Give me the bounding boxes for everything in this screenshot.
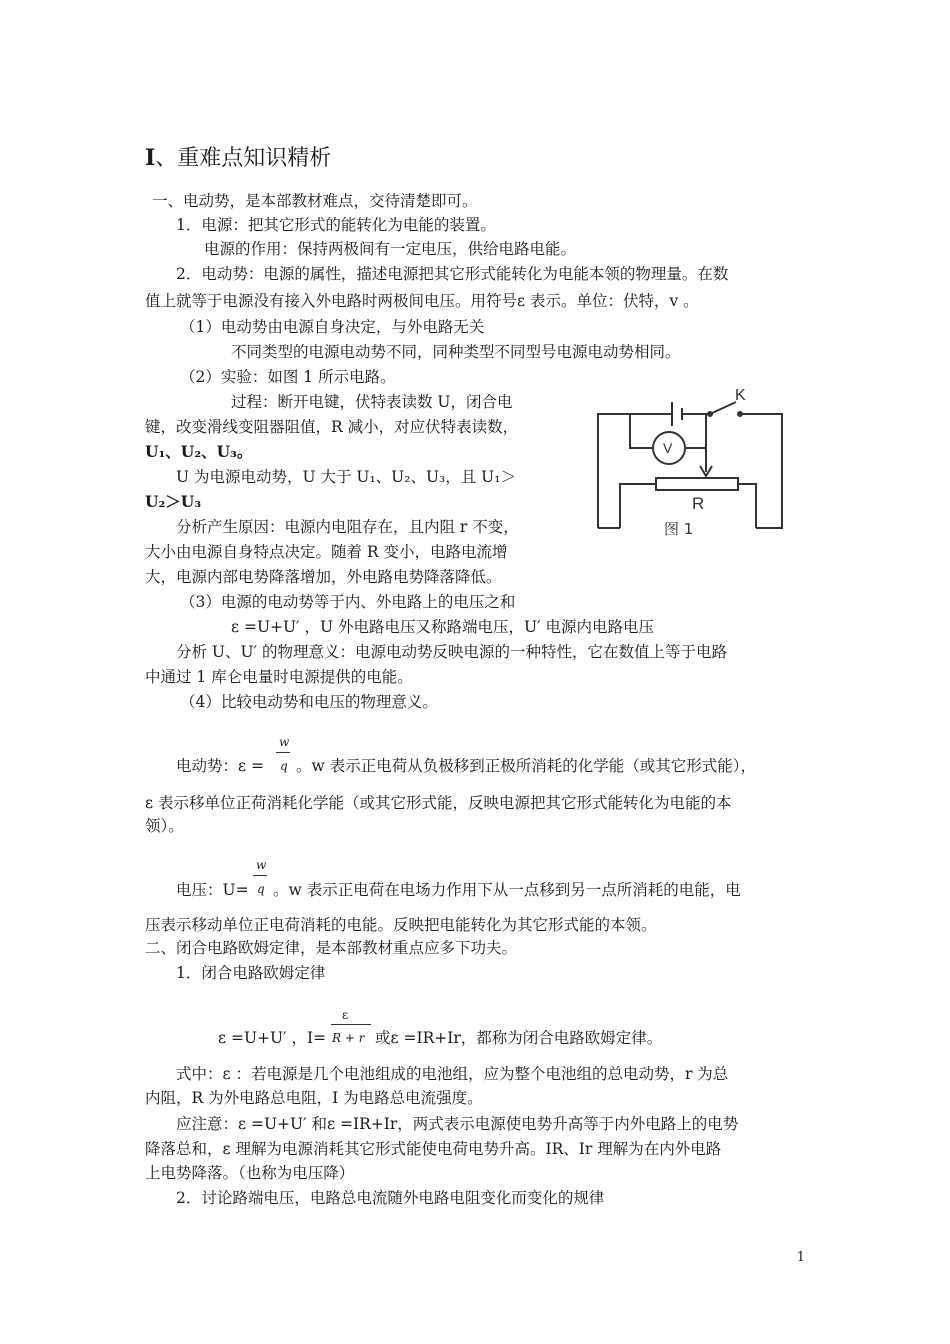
text-line: 大，电源内部电势降落增加，外电路电势降落降低。 — [145, 568, 502, 586]
figure-caption: 图 1 — [664, 520, 694, 538]
wire — [598, 414, 650, 528]
switch-label: K — [735, 387, 746, 404]
text-line: 2．讨论路端电压，电路总电流随外电路电阻变化而变化的规律 — [176, 1189, 605, 1207]
text-line: 内阻，R 为外电路总电阻，I 为电路总电流强度。 — [145, 1089, 483, 1107]
text-line: 电动势：ε = — [176, 757, 264, 775]
text-line: （1）电动势由电源自身决定，与外电路无关 — [180, 318, 485, 336]
text-line: 电源的作用：保持两极间有一定电压，供给电路电能。 — [204, 240, 577, 258]
text-line: U₂＞U₃ — [145, 492, 202, 511]
text-line: 电压：U= — [176, 881, 249, 899]
section-heading: I、重难点知识精析 — [145, 145, 332, 171]
text-line: 降落总和，ε 理解为电源消耗其它形式能使电荷电势升高。IR、Ir 理解为在内外电路 — [145, 1140, 722, 1158]
fraction-bar — [331, 1024, 371, 1025]
text-line: 键，改变滑线变阻器阻值，R 减小，对应伏特表读数， — [145, 418, 519, 436]
text-line: 中通过 1 库仑电量时电源提供的电能。 — [145, 668, 413, 686]
text-line: 1．电源：把其它形式的能转化为电能的装置。 — [176, 216, 496, 234]
fraction-bar — [253, 875, 267, 876]
text-line: 分析产生原因：电源内电阻存在，且内阻 r 不变， — [176, 518, 519, 536]
resistor-label: R — [692, 494, 705, 513]
fraction-denominator: R + r — [332, 1031, 365, 1045]
circuit-diagram — [590, 382, 790, 542]
fraction-denominator: q — [280, 759, 288, 773]
text-line: U₁、U₂、U₃。 — [145, 442, 253, 461]
fraction-numerator: w — [256, 858, 267, 872]
text-line: 领）。 — [145, 817, 184, 835]
text-line: 上电势降落。（也称为电压降） — [145, 1164, 355, 1182]
text-line: 或ε =IR+Ir，都称为闭合电路欧姆定律。 — [375, 1029, 663, 1047]
text-line: ε 表示移单位正荷消耗化学能（或其它形式能，反映电源把其它形式能转化为电能的本 — [145, 794, 732, 812]
text-line: （2）实验：如图 1 所示电路。 — [180, 368, 396, 386]
text-line: 大小由电源自身特点决定。随着 R 变小，电路电流增 — [145, 543, 508, 561]
text-line: 。w 表示正电荷在电场力作用下从一点移到另一点所消耗的电能，电 — [273, 881, 741, 899]
text-line: ε =U+U′ ，U 外电路电压又称路端电压，U′ 电源内电路电压 — [231, 618, 655, 636]
meter-label: V — [663, 440, 673, 456]
text-line: 二、闭合电路欧姆定律，是本部教材重点应多下功夫。 — [145, 939, 518, 957]
text-line: 式中：ε ：若电源是几个电池组成的电池组，应为整个电池组的总电动势，r 为总 — [176, 1065, 729, 1083]
text-line: 应注意：ε =U+U′ 和ε =IR+Ir，两式表示电源使电势升高等于内外电路上的电势 — [176, 1115, 739, 1133]
page-number: 1 — [796, 1250, 805, 1265]
fraction-numerator: w — [279, 735, 290, 749]
text-line: ε =U+U′ ，I= — [218, 1029, 327, 1047]
text-line: 分析 U、U′ 的物理意义：电源电动势反映电源的一种特性，它在数值上等于电路 — [176, 643, 728, 661]
text-line: （4）比较电动势和电压的物理意义。 — [180, 693, 438, 711]
text-line: 1．闭合电路欧姆定律 — [176, 964, 326, 982]
text-line: 过程：断开电键，伏特表读数 U，闭合电 — [231, 393, 513, 411]
text-line: （3）电源的电动势等于内、外电路上的电压之和 — [180, 593, 516, 611]
fraction-bar — [276, 752, 290, 753]
text-line: 不同类型的电源电动势不同，同种类型不同型号电源电动势相同。 — [231, 343, 681, 361]
text-line: 2．电动势：电源的属性，描述电源把其它形式能转化为电能本领的物理量。在数 — [176, 265, 729, 283]
text-line: U 为电源电动势，U 大于 U₁、U₂、U₃，且 U₁＞ — [176, 468, 516, 486]
text-line: 。w 表示正电荷从负极移到正极所消耗的化学能（或其它形式能）， — [296, 757, 756, 775]
fraction-numerator: ε — [342, 1008, 349, 1022]
fraction-denominator: q — [257, 882, 265, 896]
text-line: 值上就等于电源没有接入外电路时两极间电压。用符号ε 表示。单位：伏特，v 。 — [145, 292, 699, 310]
text-line: 压表示移动单位正电荷消耗的电能。反映把电能转化为其它形式能的本领。 — [145, 916, 657, 934]
text-line: 一、电动势，是本部教材难点，交待清楚即可。 — [152, 192, 478, 210]
